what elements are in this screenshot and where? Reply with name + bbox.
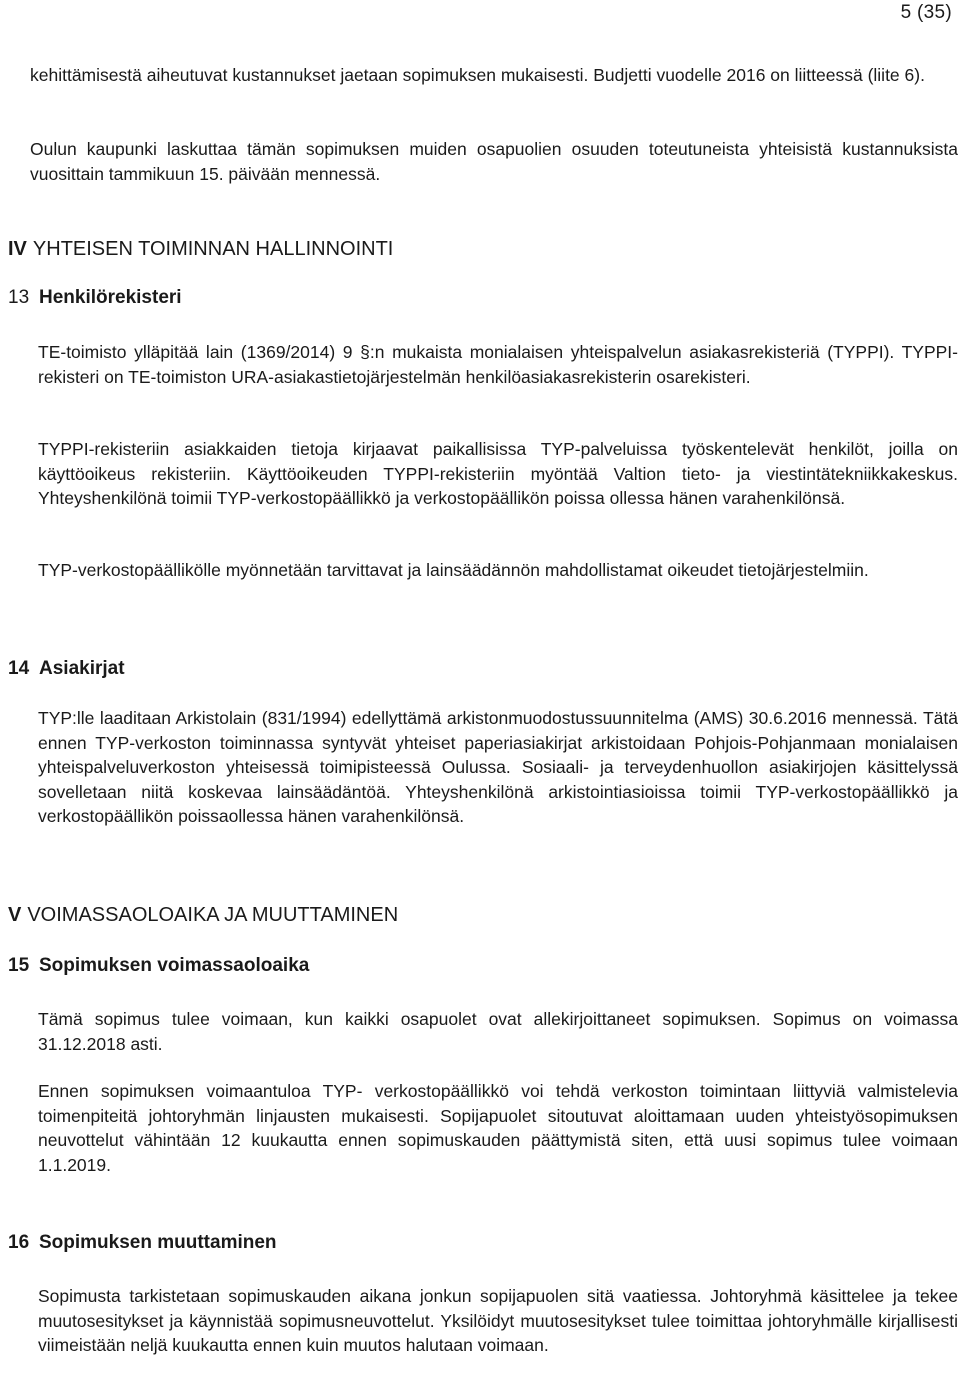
s13-paragraph-2: TYPPI-rekisteriin asiakkaiden tietoja kirjaavat paikallisissa TYP-palveluissa työskentelevät henkilöt, joilla on käyttöoikeus rekisteriin. Käyttöoikeuden TYPPI-rekisteriin myöntää Valtion tieto- ja viestintätekniikkakeskus. Yhteyshenkilönä toimii TYP-verkostopäällikkö ja verkostopäällikön poissa ollessa hänen varahenkilönsä. <box>38 439 958 508</box>
intro-paragraph-1: kehittämisestä aiheutuvat kustannukset jaetaan sopimuksen mukaisesti. Budjetti vuodelle 2016 on liitteessä (liite 6). <box>30 65 925 85</box>
intro-paragraph-2: Oulun kaupunki laskuttaa tämän sopimuksen muiden osapuolien osuuden toteutuneista yhteisistä kustannuksista vuosittain tammikuun 15. päivään mennessä. <box>30 139 958 184</box>
heading-14 <box>8 656 125 682</box>
section-iv-title: YHTEISEN TOIMINNAN HALLINNOINTI <box>32 238 394 260</box>
heading-13-number: 13 <box>8 287 30 308</box>
heading-16-title: Sopimuksen muuttaminen <box>39 1232 277 1253</box>
section-v-title: VOIMASSAOLOAIKA JA MUUTTAMINEN <box>27 904 399 926</box>
heading-14-title: Asiakirjat <box>39 658 125 679</box>
heading-15-number: 15 <box>8 955 30 976</box>
s14-paragraph-1: TYP:lle laaditaan Arkistolain (831/1994) edellyttämä arkistonmuodostussuunnitelma (AMS) 30.6.2016 mennessä. Tätä ennen TYP-verkoston toiminnassa syntyvät yhteiset paperiasiakirjat arkistoidaan Pohjois-Pohjanmaan monialaisen yhteispalveluverkoston yhteisessä toimipisteessä Oulussa. Sosiaali- ja terveydenhuollon asiakirjojen käsittelyssä sovelletaan niitä koskevaa lainsäädäntöä. Yhteyshenkilönä arkistointiasioissa toimii TYP-verkostopäällikkö ja verkostopäällikön poissaollessa hänen varahenkilönsä. <box>38 708 958 826</box>
heading-13 <box>8 285 182 311</box>
heading-14-number: 14 <box>8 658 30 679</box>
section-v-heading <box>8 902 398 928</box>
heading-13-title: Henkilörekisteri <box>39 287 182 308</box>
page-number: 5 (35) <box>900 2 952 23</box>
heading-16 <box>8 1230 277 1256</box>
s13-paragraph-3: TYP-verkostopäällikölle myönnetään tarvittavat ja lainsäädännön mahdollistamat oikeudet tietojärjestelmiin. <box>38 560 869 580</box>
heading-15 <box>8 953 309 979</box>
s15-paragraph-1: Tämä sopimus tulee voimaan, kun kaikki osapuolet ovat allekirjoittaneet sopimuksen. Sopimus on voimassa 31.12.2018 asti. <box>38 1009 958 1054</box>
section-v-number: V <box>8 904 22 926</box>
heading-15-title: Sopimuksen voimassaoloaika <box>39 955 310 976</box>
s15-paragraph-2: Ennen sopimuksen voimaantuloa TYP- verkostopäällikkö voi tehdä verkoston toimintaan liittyviä valmistelevia toimenpiteitä johtoryhmän linjausten mukaisesti. Sopijapuolet sitoutuvat aloittamaan uuden yhteistyösopimuksen neuvottelut vähintään 12 kuukautta ennen sopimuskauden päättymistä siten, että uusi sopimus tulee voimaan 1.1.2019. <box>38 1081 958 1175</box>
heading-16-number: 16 <box>8 1232 30 1253</box>
s16-paragraph-1: Sopimusta tarkistetaan sopimuskauden aikana jonkun sopijapuolen sitä vaatiessa. Johtoryhmä käsittelee ja tekee muutosesitykset ja käynnistää sopimusneuvottelut. Yksilöidyt muutosesitykset tulee toimittaa johtoryhmälle kirjallisesti viimeistään neljä kuukautta ennen kuin muutos halutaan voimaan. <box>38 1286 958 1355</box>
section-iv-heading <box>8 236 393 262</box>
s13-paragraph-1: TE-toimisto ylläpitää lain (1369/2014) 9 §:n mukaista monialaisen yhteispalvelun asiakasrekisteriä (TYPPI). TYPPI-rekisteri on TE-toimiston URA-asiakastietojärjestelmän henkilöasiakasrekisterin osarekisteri. <box>38 342 958 387</box>
section-iv-number: IV <box>8 238 27 260</box>
